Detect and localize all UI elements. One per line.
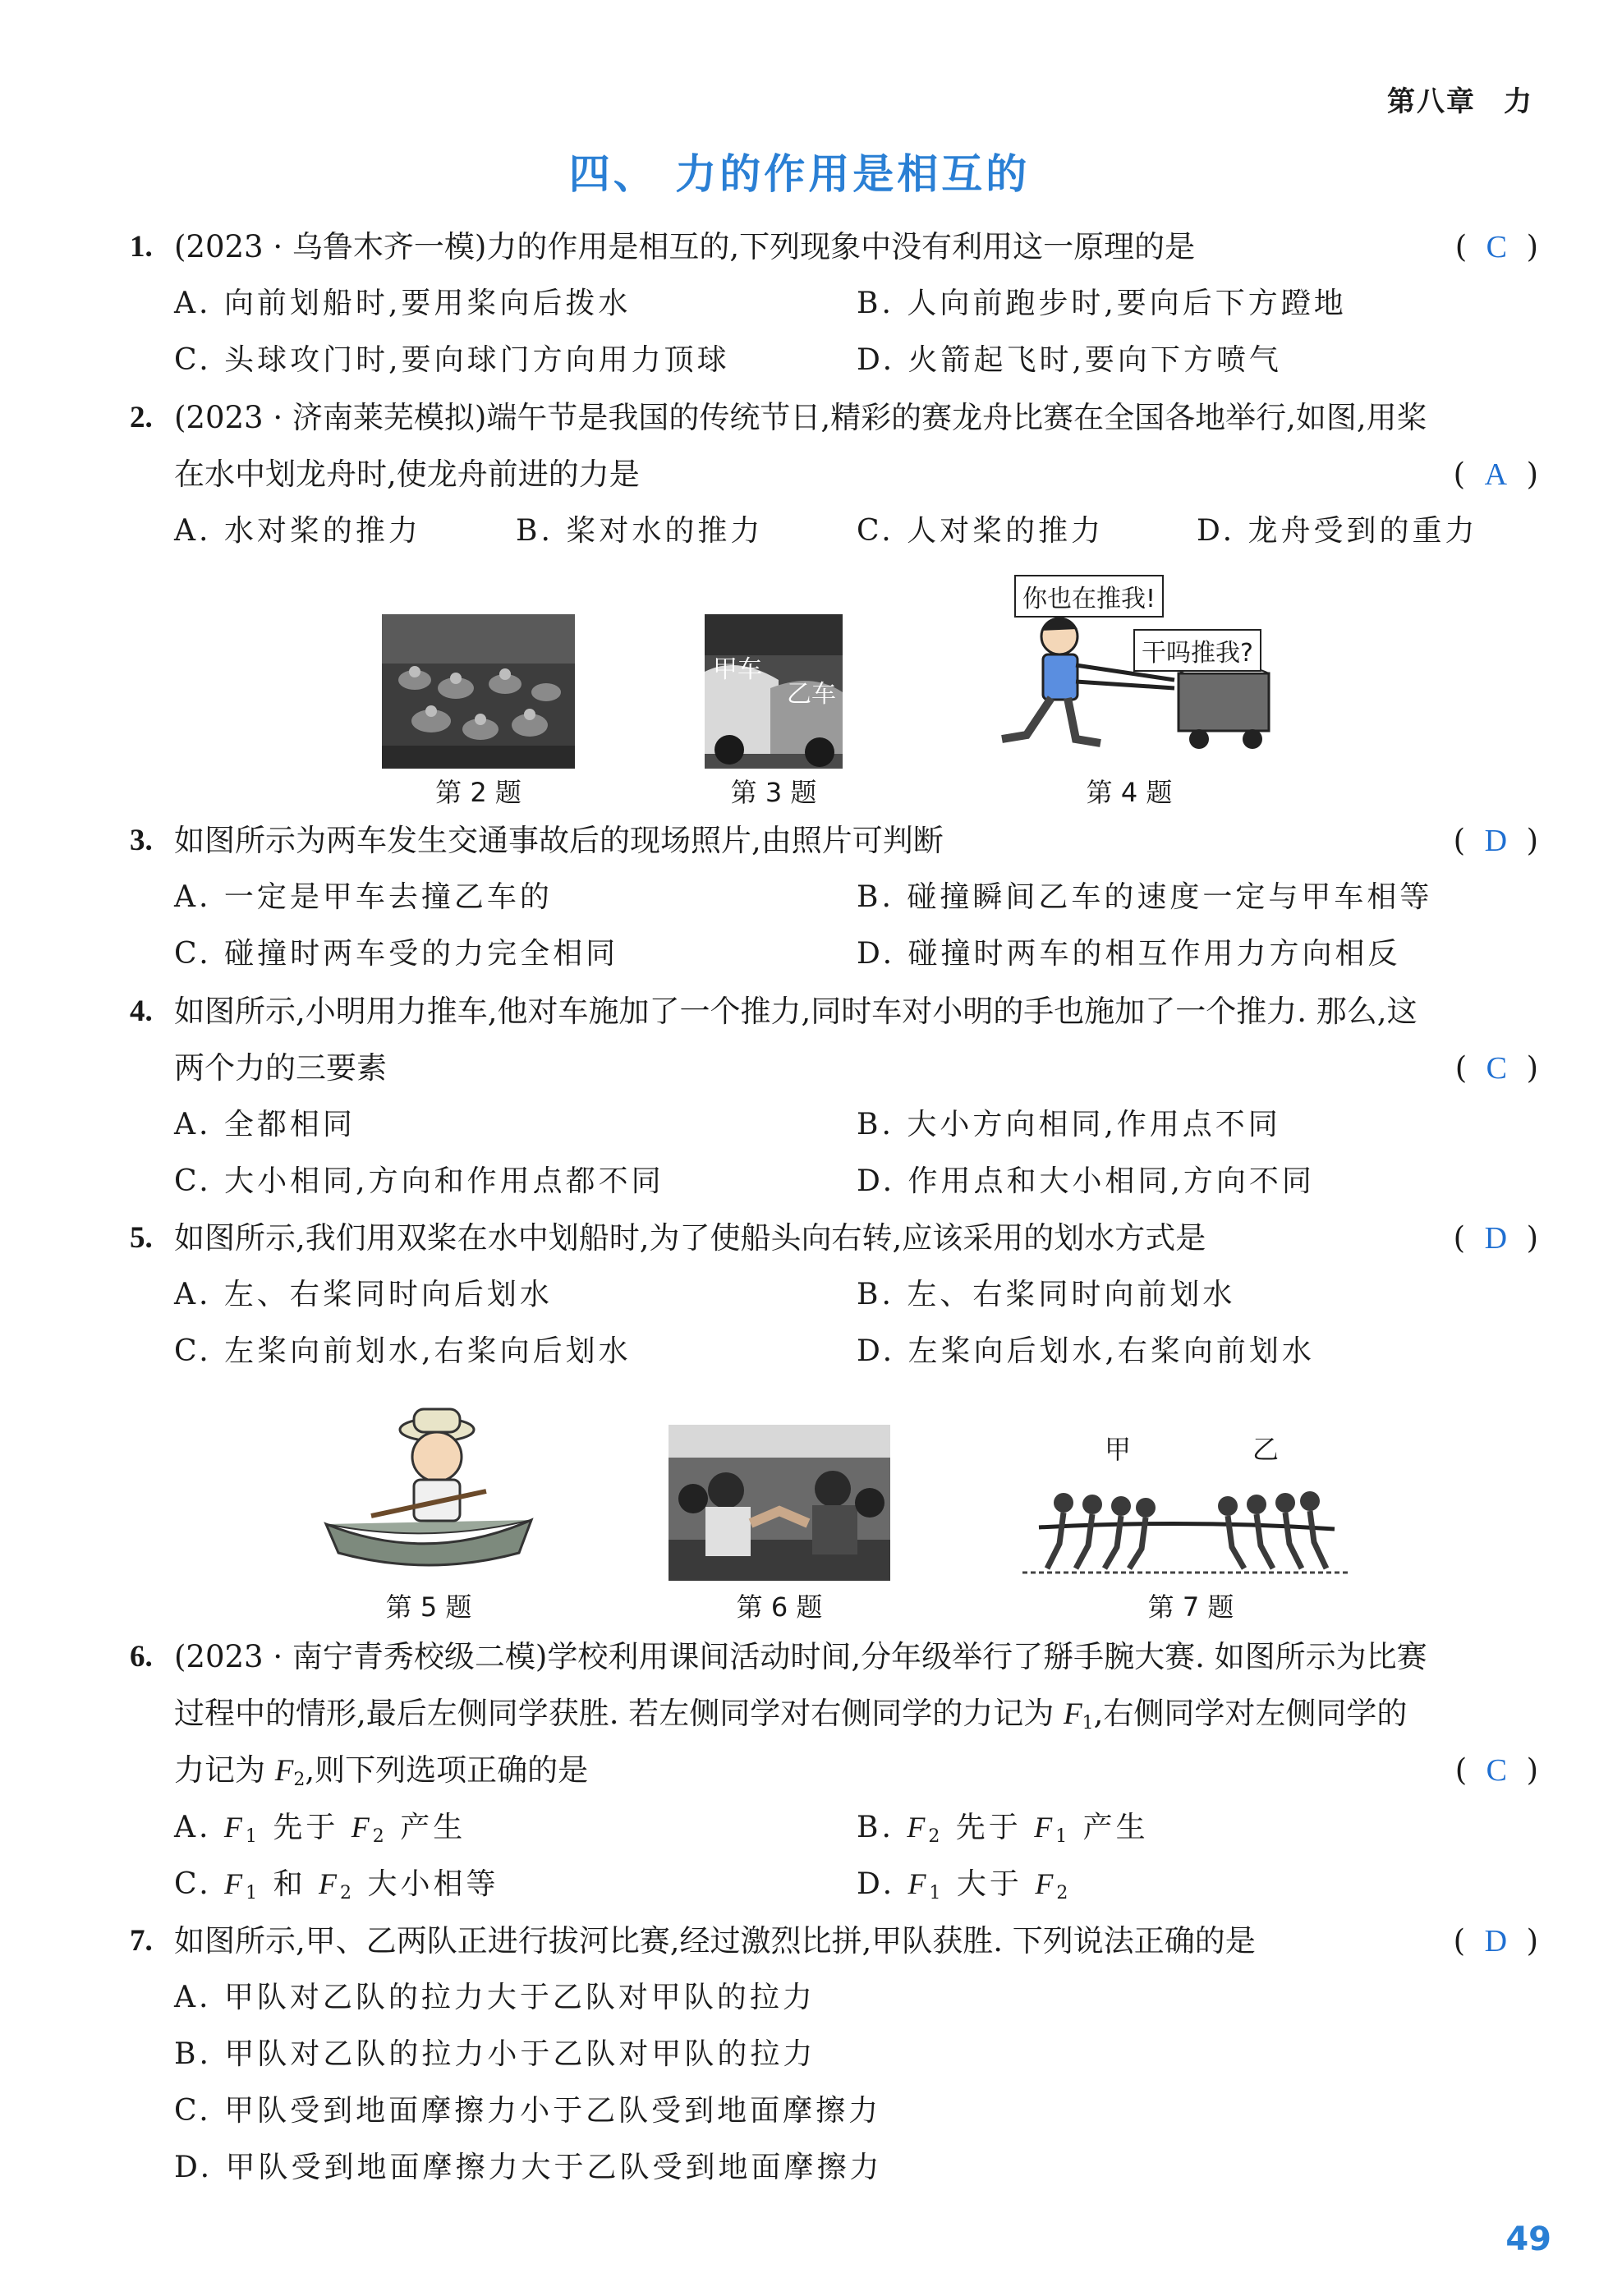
question-number: 6. xyxy=(130,1640,153,1674)
chapter-header xyxy=(1387,79,1533,119)
question-4-stem-line xyxy=(0,987,1599,1036)
arm-wrestling-photo xyxy=(669,1425,890,1581)
answer-letter: C xyxy=(1486,1051,1508,1086)
figure-caption: 第 7 题 xyxy=(1147,1591,1234,1623)
question-stem: (2023 · 南宁青秀校级二模)学校利用课间活动时间,分年级举行了掰手腕大赛. 如图所示为比赛 xyxy=(174,1639,1427,1674)
chapter-topic: 力 xyxy=(1504,85,1533,118)
option: A. 左、右桨同时向后划水 xyxy=(174,1278,553,1311)
options-row xyxy=(0,873,1599,922)
option: B. $F_2$ 先于 $F_1$ 产生 xyxy=(857,1811,1149,1847)
question-stem: 力记为 $F_2$,则下列选项正确的是 xyxy=(174,1752,589,1790)
question-number: 2. xyxy=(130,401,153,434)
option: C. 人对桨的推力 xyxy=(857,514,1105,548)
answer-bracket: ( A ) xyxy=(1453,457,1538,492)
question-6-stem-line xyxy=(0,1632,1599,1682)
question-number: 7. xyxy=(130,1924,153,1958)
question-stem: (2023 · 济南莱芜模拟)端午节是我国的传统节日,精彩的赛龙舟比赛在全国各地举行,如图,用桨 xyxy=(174,400,1427,435)
answer-bracket: ( D ) xyxy=(1453,823,1538,858)
option: D. 碰撞时两车的相互作用力方向相反 xyxy=(857,937,1401,971)
option: C. $F_1$ 和 $F_2$ 大小相等 xyxy=(174,1867,499,1903)
options-row xyxy=(0,2087,1599,2136)
question-number: 3. xyxy=(130,824,153,857)
push-cart-illustration xyxy=(969,575,1281,772)
question-5-stem-line xyxy=(0,1214,1599,1263)
speech-bubble-boy: 干吗推我? xyxy=(1133,629,1261,672)
option: C. 头球攻门时,要向球门方向用力顶球 xyxy=(174,343,730,377)
car-a-label: 甲车 xyxy=(713,655,762,684)
option: C. 甲队受到地面摩擦力小于乙队受到地面摩擦力 xyxy=(174,2094,882,2128)
question-number: 5. xyxy=(130,1221,153,1255)
question-stem: 两个力的三要素 xyxy=(174,1050,387,1086)
option: A. 向前划船时,要用桨向后拨水 xyxy=(174,287,632,320)
question-stem: 如图所示为两车发生交通事故后的现场照片,由照片可判断 xyxy=(174,823,944,858)
tug-of-war-image xyxy=(1022,1470,1351,1582)
options-row xyxy=(0,930,1599,979)
answer-bracket: ( C ) xyxy=(1454,1050,1538,1086)
answer-bracket: ( C ) xyxy=(1454,1752,1538,1788)
answer-letter: D xyxy=(1484,824,1508,858)
question-stem: 如图所示,甲、乙两队正进行拔河比赛,经过激烈比拼,甲队获胜. 下列说法正确的是 xyxy=(174,1923,1256,1958)
option: D. 龙舟受到的重力 xyxy=(1197,514,1478,548)
dragon-boat-image xyxy=(382,614,575,769)
option: C. 左桨向前划水,右桨向后划水 xyxy=(174,1334,632,1368)
answer-letter: D xyxy=(1484,1924,1508,1958)
answer-bracket: ( C ) xyxy=(1454,229,1538,264)
team-a-label: 甲 xyxy=(1105,1434,1132,1465)
question-stem: 如图所示,小明用力推车,他对车施加了一个推力,同时车对小明的手也施加了一个推力. 那么,这 xyxy=(174,994,1418,1029)
question-2-stem-line xyxy=(0,393,1599,443)
option: D. $F_1$ 大于 $F_2$ xyxy=(857,1867,1072,1903)
figure-caption: 第 6 题 xyxy=(736,1591,823,1623)
answer-letter: A xyxy=(1484,457,1508,492)
rowing-boat-illustration xyxy=(322,1401,535,1573)
option: D. 作用点和大小相同,方向不同 xyxy=(857,1164,1315,1198)
answer-letter: C xyxy=(1486,230,1508,264)
options-row xyxy=(0,336,1599,385)
question-6-stem-line-2 xyxy=(0,1689,1599,1738)
option: D. 甲队受到地面摩擦力大于乙队受到地面摩擦力 xyxy=(174,2151,883,2184)
answer-letter: D xyxy=(1484,1221,1508,1256)
option: A. 全都相同 xyxy=(174,1108,356,1141)
question-1-stem-line xyxy=(0,223,1599,272)
option: B. 桨对水的推力 xyxy=(516,514,764,548)
option: A. 一定是甲车去撞乙车的 xyxy=(174,880,553,914)
figure-caption: 第 4 题 xyxy=(1086,777,1173,808)
option: B. 人向前跑步时,要向后下方蹬地 xyxy=(857,287,1347,320)
options-row xyxy=(0,2143,1599,2193)
dragon-boat-photo xyxy=(382,614,575,769)
options-row xyxy=(0,507,1599,556)
option: D. 火箭起飞时,要向下方喷气 xyxy=(857,343,1282,377)
car-accident-photo xyxy=(705,614,843,769)
tug-of-war-illustration xyxy=(1022,1429,1351,1582)
arm-wrestling-image xyxy=(669,1425,890,1581)
page-number: 49 xyxy=(1505,2220,1551,2258)
question-4-stem-line-2 xyxy=(0,1044,1599,1093)
team-b-label: 乙 xyxy=(1252,1434,1280,1465)
options-row xyxy=(0,1157,1599,1206)
options-row xyxy=(0,1802,1599,1852)
question-number: 1. xyxy=(130,230,153,264)
options-row xyxy=(0,1859,1599,1908)
options-row xyxy=(0,2030,1599,2079)
car-b-label: 乙车 xyxy=(787,680,836,709)
answer-bracket: ( D ) xyxy=(1453,1923,1538,1958)
speech-bubble-cart: 你也在推我! xyxy=(1014,575,1164,618)
option: D. 左桨向后划水,右桨向前划水 xyxy=(857,1334,1315,1368)
option: C. 大小相同,方向和作用点都不同 xyxy=(174,1164,664,1198)
boy-in-boat-image xyxy=(322,1401,535,1573)
question-6-stem-line-3 xyxy=(0,1746,1599,1795)
options-row xyxy=(0,279,1599,328)
options-row xyxy=(0,1270,1599,1320)
option: A. 水对桨的推力 xyxy=(174,514,421,548)
answer-bracket: ( D ) xyxy=(1453,1220,1538,1256)
question-stem: (2023 · 乌鲁木齐一模)力的作用是相互的,下列现象中没有利用这一原理的是 xyxy=(174,229,1196,264)
question-2-stem-line-2 xyxy=(0,450,1599,499)
options-row xyxy=(0,1327,1599,1376)
option: A. 甲队对乙队的拉力大于乙队对甲队的拉力 xyxy=(174,1981,816,2014)
question-stem: 如图所示,我们用双桨在水中划船时,为了使船头向右转,应该采用的划水方式是 xyxy=(174,1220,1206,1256)
option: B. 左、右桨同时向前划水 xyxy=(857,1278,1236,1311)
option: B. 碰撞瞬间乙车的速度一定与甲车相等 xyxy=(857,880,1433,914)
chapter-label: 第八章 xyxy=(1387,85,1476,118)
figure-caption: 第 3 题 xyxy=(730,777,817,808)
answer-letter: C xyxy=(1486,1753,1508,1788)
option: C. 碰撞时两车受的力完全相同 xyxy=(174,937,619,971)
options-row xyxy=(0,1100,1599,1150)
options-row xyxy=(0,1973,1599,2023)
option: B. 大小方向相同,作用点不同 xyxy=(857,1108,1281,1141)
figure-caption: 第 5 题 xyxy=(385,1591,472,1623)
question-stem: 过程中的情形,最后左侧同学获胜. 若左侧同学对右侧同学的力记为 $F_1$,右侧同学对左侧同学的 xyxy=(174,1696,1408,1733)
figure-caption: 第 2 题 xyxy=(435,777,522,808)
question-number: 4. xyxy=(130,994,153,1028)
question-stem: 在水中划龙舟时,使龙舟前进的力是 xyxy=(174,457,640,492)
option: B. 甲队对乙队的拉力小于乙队对甲队的拉力 xyxy=(174,2037,816,2071)
option: A. $F_1$ 先于 $F_2$ 产生 xyxy=(174,1811,466,1847)
section-title: 四、 力的作用是相互的 xyxy=(568,150,1031,198)
question-3-stem-line xyxy=(0,816,1599,866)
question-7-stem-line xyxy=(0,1917,1599,1966)
